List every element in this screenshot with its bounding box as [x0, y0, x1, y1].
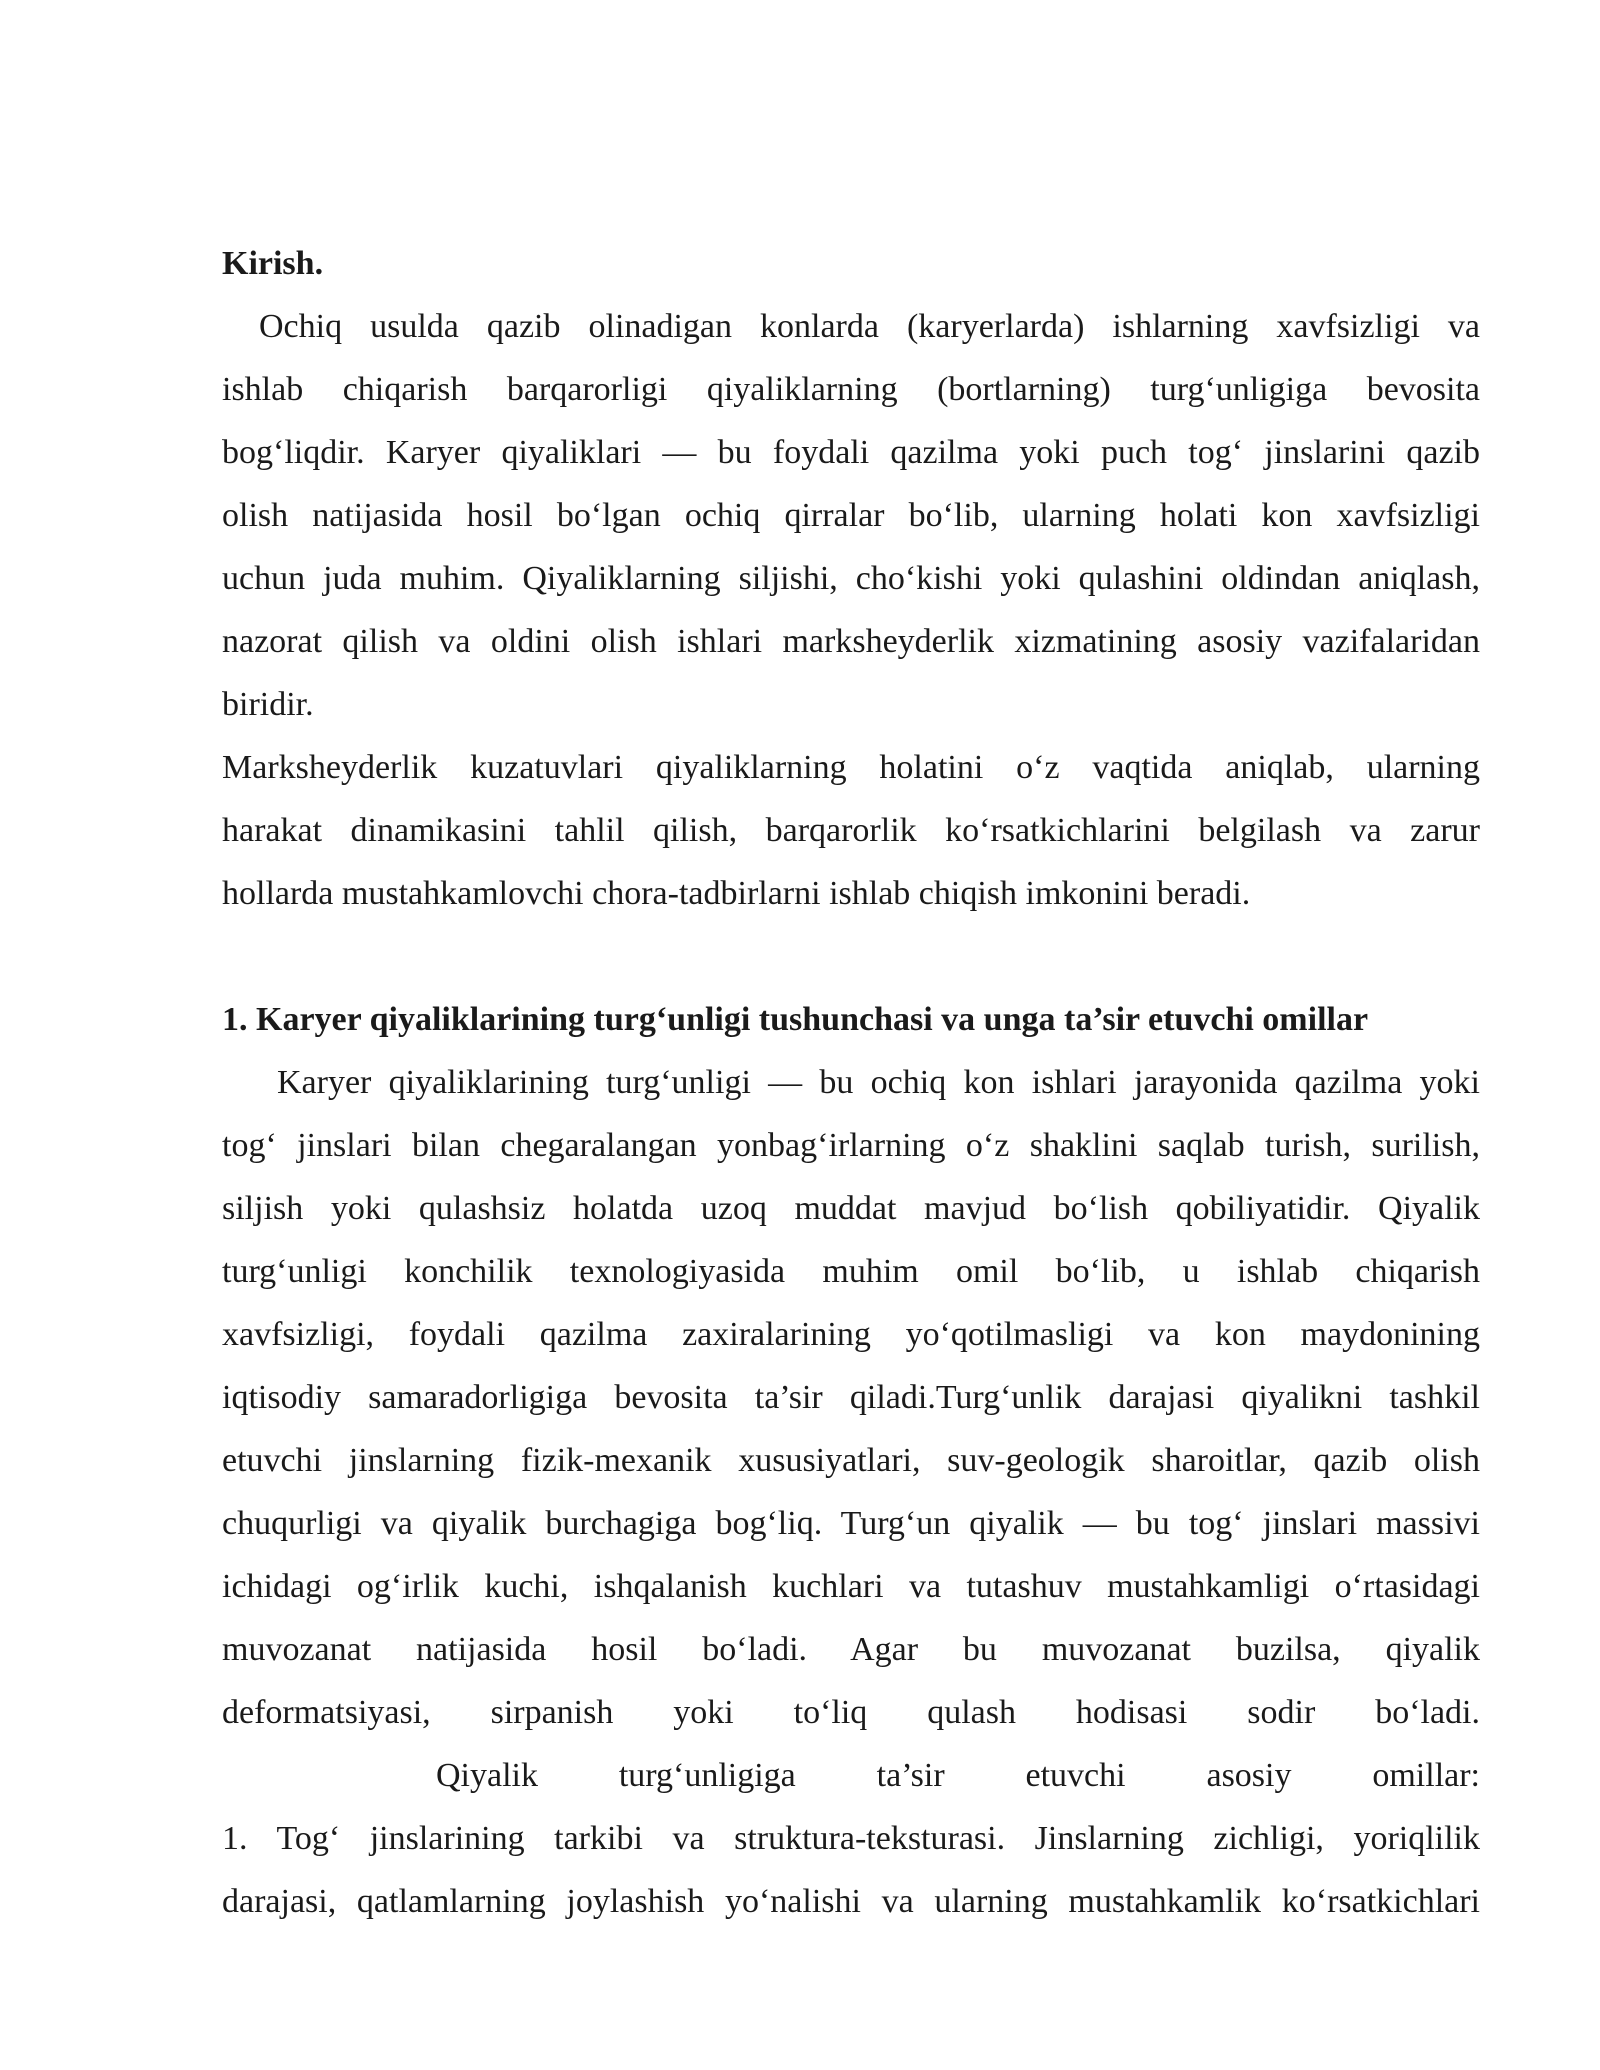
text-line: iqtisodiy samaradorligiga bevosita ta’sir qiladi.Turg‘unlik darajasi qiyalikni tashkil: [222, 1379, 1480, 1416]
text-line: ishlab chiqarish barqarorligi qiyaliklarning (bortlarning) turg‘unligiga bevosita: [222, 371, 1480, 408]
section-1-heading: 1. Karyer qiyaliklarining turg‘unligi tushunchasi va unga ta’sir etuvchi omillar: [222, 1001, 1369, 1038]
text-line: Marksheyderlik kuzatuvlari qiyaliklarning holatini o‘z vaqtida aniqlab, ularning: [222, 749, 1480, 786]
intro-paragraph-1: [222, 295, 1480, 736]
text-line: muvozanat natijasida hosil bo‘ladi. Agar bu muvozanat buzilsa, qiyalik: [222, 1631, 1480, 1668]
factors-heading: Qiyalik turg‘unligiga ta’sir etuvchi asosiy omillar:: [436, 1757, 1480, 1794]
text-line: deformatsiyasi, sirpanish yoki to‘liq qulash hodisasi sodir bo‘ladi.: [222, 1694, 1480, 1731]
blank-line: [222, 925, 1480, 988]
text-line: etuvchi jinslarning fizik-mexanik xususiyatlari, suv-geologik sharoitlar, qazib olish: [222, 1442, 1480, 1479]
text-line: xavfsizligi, foydali qazilma zaxiralarining yo‘qotilmasligi va kon maydonining: [222, 1316, 1480, 1353]
text-line: ichidagi og‘irlik kuchi, ishqalanish kuchlari va tutashuv mustahkamligi o‘rtasidagi: [222, 1568, 1480, 1605]
text-line: 1. Tog‘ jinslarining tarkibi va struktura-teksturasi. Jinslarning zichligi, yoriqlilik: [222, 1820, 1480, 1857]
text-line: bog‘liqdir. Karyer qiyaliklari — bu foydali qazilma yoki puch tog‘ jinslarini qazib: [222, 434, 1480, 471]
text-line: chuqurligi va qiyalik burchagiga bog‘liq. Turg‘un qiyalik — bu tog‘ jinslari massivi: [222, 1505, 1480, 1542]
text-line: darajasi, qatlamlarning joylashish yo‘nalishi va ularning mustahkamlik ko‘rsatkichlari: [222, 1883, 1480, 1920]
text-line: Karyer qiyaliklarining turg‘unligi — bu ochiq kon ishlari jarayonida qazilma yoki: [277, 1064, 1480, 1101]
text-line: turg‘unligi konchilik texnologiyasida muhim omil bo‘lib, u ishlab chiqarish: [222, 1253, 1480, 1290]
section-1-paragraph: [222, 1051, 1480, 1933]
text-line: biridir.: [222, 686, 314, 723]
intro-title: Kirish.: [222, 245, 324, 282]
text-line: olish natijasida hosil bo‘lgan ochiq qirralar bo‘lib, ularning holati kon xavfsizligi: [222, 497, 1480, 534]
text-line: hollarda mustahkamlovchi chora-tadbirlarni ishlab chiqish imkonini beradi.: [222, 875, 1251, 912]
document-page: [222, 232, 1480, 1933]
text-line: siljish yoki qulashsiz holatda uzoq muddat mavjud bo‘lish qobiliyatidir. Qiyalik: [222, 1190, 1480, 1227]
text-line: Ochiq usulda qazib olinadigan konlarda (karyerlarda) ishlarning xavfsizligi va: [259, 308, 1480, 345]
intro-paragraph-2: [222, 736, 1480, 925]
text-line: nazorat qilish va oldini olish ishlari marksheyderlik xizmatining asosiy vazifalaridan: [222, 623, 1480, 660]
text-line: uchun juda muhim. Qiyaliklarning siljishi, cho‘kishi yoki qulashini oldindan aniqlash,: [222, 560, 1480, 597]
text-line: tog‘ jinslari bilan chegaralangan yonbag‘irlarning o‘z shaklini saqlab turish, surilish,: [222, 1127, 1480, 1164]
text-line: harakat dinamikasini tahlil qilish, barqarorlik ko‘rsatkichlarini belgilash va zarur: [222, 812, 1480, 849]
